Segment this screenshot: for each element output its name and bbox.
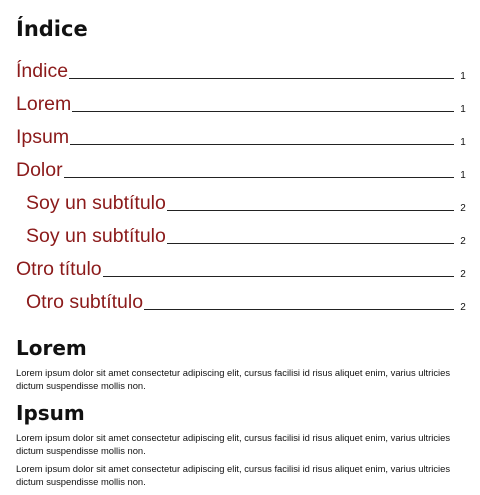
- toc-title: Índice: [16, 17, 88, 41]
- toc-entry: [16, 82, 468, 115]
- toc-entry: [16, 214, 468, 247]
- toc-link-otro-subtitulo[interactable]: Otro subtítulo: [26, 291, 144, 313]
- toc-leader-line: [167, 209, 454, 211]
- paragraph: Lorem ipsum dolor sit amet consectetur adipiscing elit, cursus facilisi id risus aliquet enim, varius ultricies dictum suspendisse mollis non.: [16, 432, 451, 456]
- toc-page-number: 1: [460, 104, 466, 115]
- section-heading: Lorem: [16, 336, 87, 360]
- toc-link-subtitulo-1[interactable]: Soy un subtítulo: [26, 192, 166, 214]
- toc-entry: [16, 280, 468, 313]
- toc-page-number: 2: [460, 203, 466, 214]
- paragraph: Lorem ipsum dolor sit amet consectetur adipiscing elit, cursus facilisi id risus aliquet enim, varius ultricies dictum suspendisse mollis non.: [16, 367, 451, 391]
- toc-entry: [16, 148, 468, 181]
- toc-entry: [16, 247, 468, 280]
- toc-leader-line: [69, 77, 454, 79]
- toc-link-lorem[interactable]: Lorem: [16, 93, 72, 115]
- toc-page-number: 2: [460, 236, 466, 247]
- toc-link-dolor[interactable]: Dolor: [16, 159, 63, 181]
- section-ipsum: [16, 400, 468, 488]
- document-page: [16, 0, 468, 488]
- toc-link-ipsum[interactable]: Ipsum: [16, 126, 70, 148]
- toc-page-number: 2: [460, 269, 466, 280]
- toc-leader-line: [167, 242, 454, 244]
- toc-link-otro-titulo[interactable]: Otro título: [16, 258, 102, 280]
- section-heading: Ipsum: [16, 401, 85, 425]
- toc-leader-line: [70, 143, 454, 145]
- toc-page-number: 1: [460, 137, 466, 148]
- toc-entry: [16, 181, 468, 214]
- toc-leader-line: [72, 110, 454, 112]
- toc-page-number: 2: [460, 302, 466, 313]
- toc-entry: [16, 49, 468, 82]
- table-of-contents: [16, 49, 468, 313]
- toc-entry: [16, 115, 468, 148]
- toc-leader-line: [144, 308, 454, 310]
- section-lorem: [16, 335, 468, 392]
- toc-leader-line: [103, 275, 454, 277]
- toc-link-subtitulo-2[interactable]: Soy un subtítulo: [26, 225, 166, 247]
- paragraph: Lorem ipsum dolor sit amet consectetur adipiscing elit, cursus facilisi id risus aliquet enim, varius ultricies dictum suspendisse mollis non.: [16, 463, 451, 487]
- toc-page-number: 1: [460, 71, 466, 82]
- toc-page-number: 1: [460, 170, 466, 181]
- toc-leader-line: [64, 176, 454, 178]
- toc-link-indice[interactable]: Índice: [16, 60, 69, 82]
